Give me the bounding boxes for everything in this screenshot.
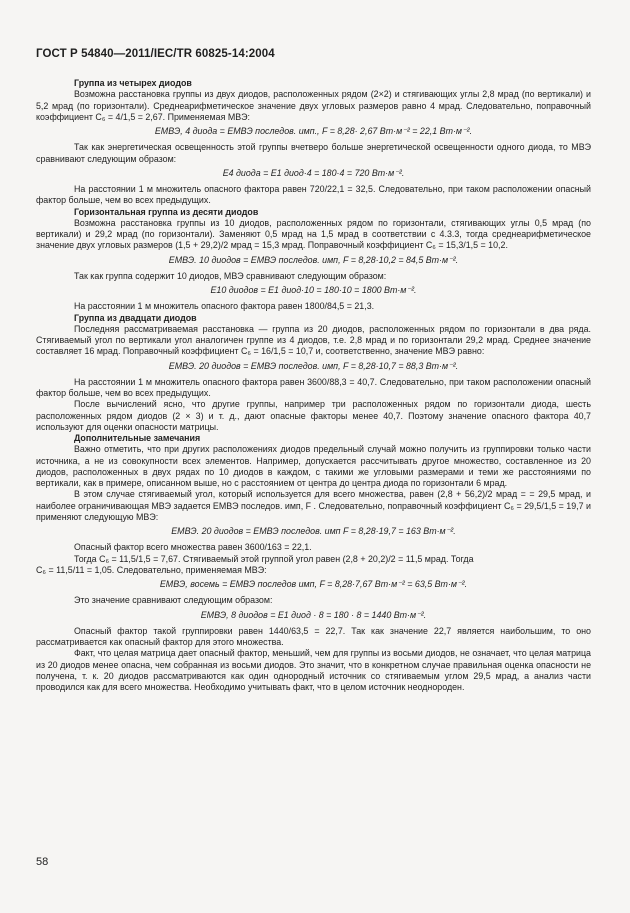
formula: EМВЭ. 20 диодов = EМВЭ последов. имп, F = 8,28·10,7 = 88,3 Вт·м⁻².: [168, 360, 459, 371]
paragraph: Так как энергетическая освещенность этой группы вчетверо больше энергетической освещенности одного диода, то МВЭ сравнивают следующим образом:: [36, 142, 591, 164]
section-heading: Горизонтальная группа из десяти диодов: [74, 206, 259, 217]
paragraph: На расстоянии 1 м множитель опасного фактора равен 720/22,1 = 32,5. Следовательно, при таком расположении опасный фактор больше, чем во всех предыдущих.: [36, 184, 591, 206]
formula: EМВЭ, восемь = EМВЭ последов имп, F = 8,28·7,67 Вт·м⁻² = 63,5 Вт·м⁻².: [159, 579, 468, 589]
paragraph: Возможна расстановка группы из 10 диодов, расположенных рядом по горизонтали, стягивающих углы 0,5 мрад (по вертикали) и 29,2 мрад (по горизонтали). Заменяют 0,5 мрад на 1,5 мрад в соответствии с 4.3.3, тогда среднеарифметическое значение двух угловых размеров (1,5 + 29,2)/2 мрад = 15,3 мрад. Поправочный коэффициент C₆ = 15,3/1,5 = 10,2.: [36, 217, 591, 251]
formula: E4 диода = E1 диод·4 = 180·4 = 720 Вт·м⁻².: [222, 167, 405, 178]
page-number: 58: [36, 856, 49, 868]
formula: EМВЭ. 20 диодов = EМВЭ последов. имп F = 8,28·19,7 = 163 Вт·м⁻².: [171, 526, 456, 536]
page-header: ГОСТ Р 54840—2011/IEC/TR 60825-14:2004: [36, 48, 275, 60]
section-heading: Группа из двадцати диодов: [74, 312, 197, 323]
paragraph: Факт, что целая матрица дает опасный фактор, меньший, чем для группы из восьми диодов, не означает, что целая матрица из 20 диодов менее опасна, чем собранная из восьми диодов. Это значит, что в конкретном случае правильная оценка опасности не получена, т. к. 20 диодов рассматриваются как один однородный источник со стягиваемым углом 29,5 мрад, а анализ части проводился как для всего множества. Необходимо учитывать факт, что в целом источник неоднороден.: [36, 648, 591, 692]
paragraph: Тогда C₆ = 11,5/1,5 = 7,67. Стягиваемый этой группой угол равен (2,8 + 20,2)/2 = 11,5 мрад. Тогда: [74, 553, 474, 564]
formula: EМВЭ. 10 диодов = EМВЭ последов. имп, F = 8,28·10,2 = 84,5 Вт·м⁻².: [168, 254, 459, 265]
section-heading: Группа из четырех диодов: [74, 78, 192, 88]
section-heading: Дополнительные замечания: [74, 433, 201, 443]
formula: EМВЭ, 8 диодов = E1 диод · 8 = 180 · 8 = 1440 Вт·м⁻².: [200, 609, 427, 620]
document-body: [36, 78, 591, 693]
paragraph: В этом случае стягиваемый угол, который используется для всего множества, равен (2,8 + 56,2)/2 мрад = = 29,5 мрад, и наиболее ограничивающая МВЭ задается EМВЭ последов. имп, F . Следовательно, поправочный коэффициент C₆ = 29,5/1,5 = 19,7 и применяют следующую МВЭ:: [36, 489, 591, 522]
paragraph: C₆ = 11,5/11 = 1,05. Следовательно, применяемая МВЭ:: [36, 564, 267, 575]
paragraph: Возможна расстановка группы из двух диодов, расположенных рядом (2×2) и стягивающих углы 2,8 мрад (по вертикали) и 5,2 мрад (по горизонтали). Среднеарифметическое значение двух угловых размеров равно 4 мрад. Следовательно, поправочный коэффициент C₆ = 4/1,5 = 2,67. Применяемая МВЭ:: [36, 89, 591, 122]
paragraph: Это значение сравнивают следующим образом:: [74, 595, 273, 606]
paragraph: Важно отметить, что при других расположениях диодов предельный случай можно получить из группировки только части источника, а не из совокупности всех элементов. Например, допускается рассчитывать другое множество, составленное из 20 диодов, расположенных в двух рядах по 10 диодов в каждом, с такими же угловыми размерами и теми же расстояниями по вертикали, как в примере, описанном выше, но с расстоянием от центра до центра диода по горизонтали 6 мрад.: [36, 444, 591, 488]
paragraph: Так как группа содержит 10 диодов, МВЭ сравнивают следующим образом:: [74, 270, 387, 281]
formula: E10 диодов = E1 диод·10 = 180·10 = 1800 Вт·м⁻².: [210, 285, 417, 295]
paragraph: На расстоянии 1 м множитель опасного фактора равен 3600/88,3 = 40,7. Следовательно, при таком расположении опасный фактор больше, чем во всех предыдущих.: [36, 376, 591, 398]
formula: EМВЭ, 4 диода = EМВЭ последов. имп., F = 8,28· 2,67 Вт·м⁻² = 22,1 Вт·м⁻².: [154, 126, 473, 136]
paragraph: На расстоянии 1 м множитель опасного фактора равен 1800/84,5 = 21,3.: [74, 301, 375, 312]
paragraph: После вычислений ясно, что другие группы, например три расположенных рядом по горизонтали диода, шесть расположенных рядом диодов (2 × 3) и т. д., дают опасные факторы менее 40,7. Поэтому значение опасного фактора 40,7 используют для оценки опасности матрицы.: [36, 399, 591, 432]
paragraph: Опасный фактор такой группировки равен 1440/63,5 = 22,7. Так как значение 22,7 является наибольшим, то оно рассматривается как опасный фактор для этого множества.: [36, 625, 591, 647]
paragraph: Опасный фактор всего множества равен 3600/163 = 22,1.: [74, 542, 312, 553]
paragraph: Последняя рассматриваемая расстановка — группа из 20 диодов, расположенных рядом по горизонтали в два ряда. Стягиваемый угол по вертикали угол аналогичен группе из 4 диодов, т.е. 2,8 мрад и по горизонтали 29,2 мрад. Среднее значение составляет 16 мрад. Поправочный коэффициент C₆ = 16/1,5 = 10,7 и, соответственно, значение МВЭ равно:: [36, 323, 591, 357]
